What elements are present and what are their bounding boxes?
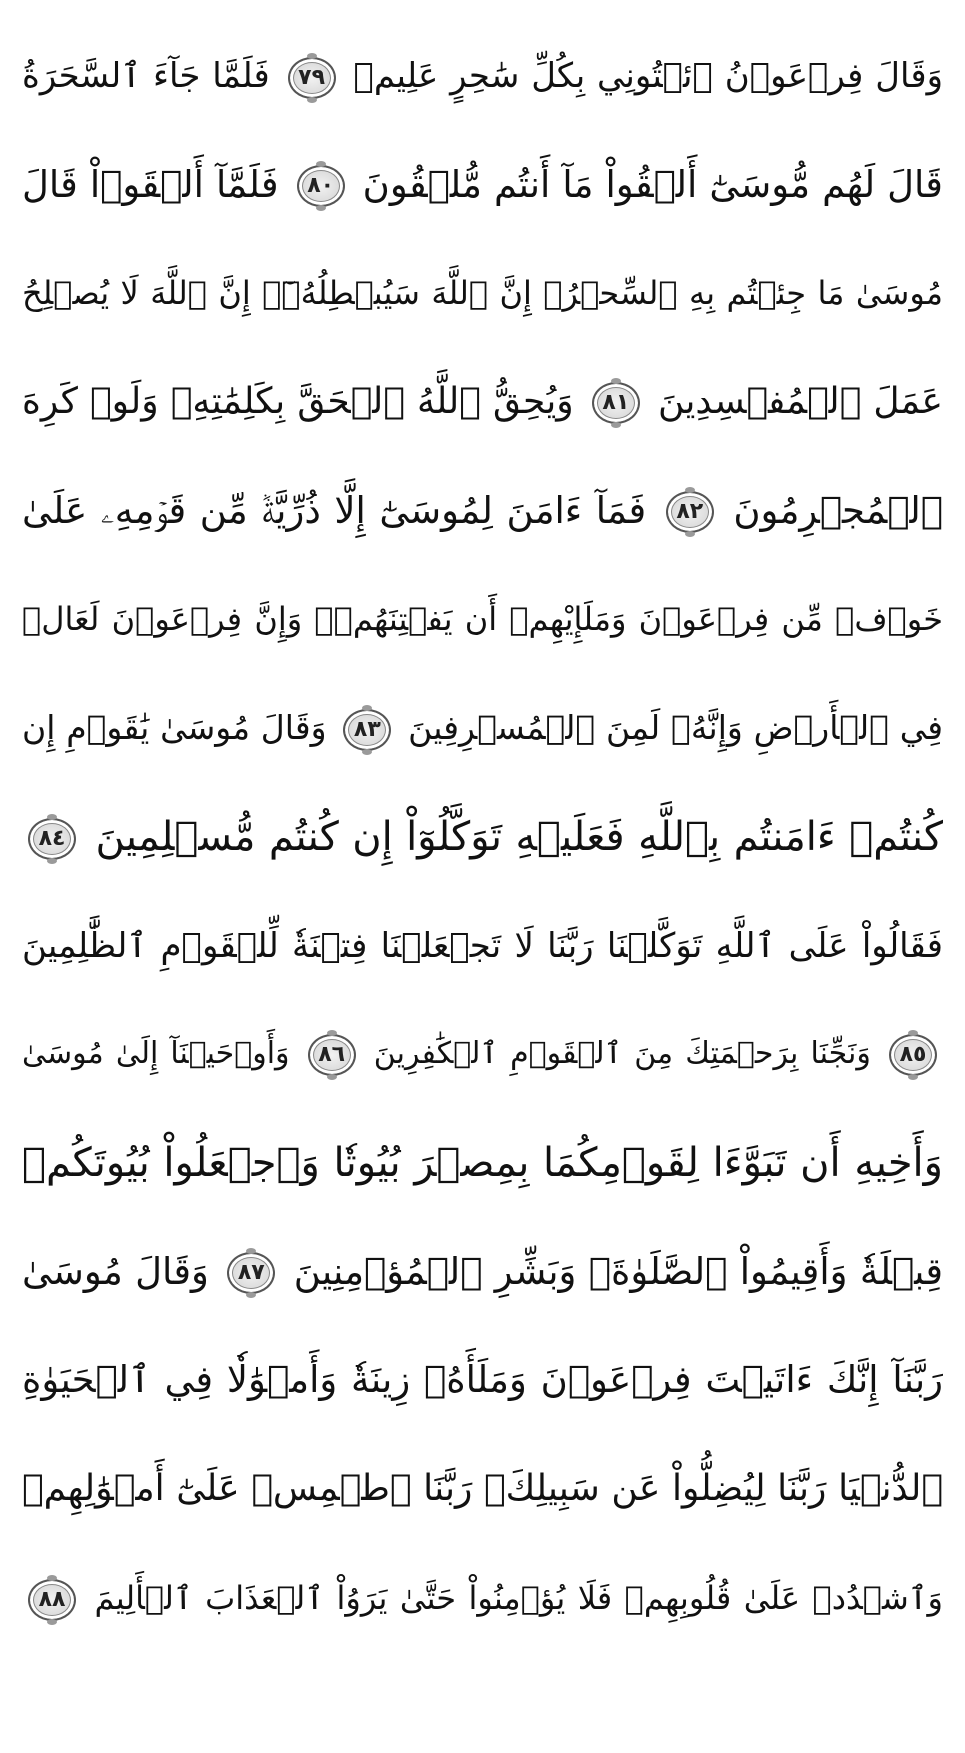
verse-line — [22, 1000, 943, 1109]
verse-text: قِبۡلَةٗ وَأَقِيمُواْ ٱلصَّلَوٰةَۗ وَبَشِّرِ ٱلۡمُؤۡمِنِينَ — [293, 1249, 943, 1293]
verse-line — [22, 674, 943, 783]
ayah-number-marker: ٨٨ — [28, 1579, 76, 1621]
verse-line — [22, 1326, 943, 1435]
verse-line — [22, 565, 943, 674]
verse-text: خَوۡفٖ مِّن فِرۡعَوۡنَ وَمَلَإِيْهِمۡ أَن يَفۡتِنَهُمۡۚ وَإِنَّ فِرۡعَوۡنَ لَعَالٖ — [22, 600, 943, 639]
ayah-number-marker: ٨٧ — [227, 1252, 275, 1294]
verse-text: فَقَالُواْ عَلَى ٱللَّهِ تَوَكَّلۡنَا رَبَّنَا لَا تَجۡعَلۡنَا فِتۡنَةٗ لِّلۡقَوۡمِ ٱلظَّٰلِمِينَ — [22, 925, 943, 966]
verse-line — [22, 22, 943, 131]
verse-text: وَنَجِّنَا بِرَحۡمَتِكَ مِنَ ٱلۡقَوۡمِ ٱلۡكَٰفِرِينَ — [373, 1036, 871, 1072]
verse-line — [22, 892, 943, 1001]
verse-text: ٱلدُّنۡيَا رَبَّنَا لِيُضِلُّواْ عَن سَبِيلِكَۖ رَبَّنَا ٱطۡمِسۡ عَلَىٰٓ أَمۡوَٰلِهِمۡ — [22, 1467, 943, 1509]
verse-text: وَٱشۡدُدۡ عَلَىٰ قُلُوبِهِمۡ فَلَا يُؤۡمِنُواْ حَتَّىٰ يَرَوُاْ ٱلۡعَذَابَ ٱلۡأَلِيمَ — [94, 1578, 943, 1617]
verse-text: وَيُحِقُّ ٱللَّهُ ٱلۡحَقَّ بِكَلِمَٰتِهِۦ وَلَوۡ كَرِهَ — [22, 381, 574, 423]
verse-line — [22, 1109, 943, 1218]
verse-text: رَبَّنَآ إِنَّكَ ءَاتَيۡتَ فِرۡعَوۡنَ وَمَلَأَهُۥ زِينَةٗ وَأَمۡوَٰلٗا فِي ٱلۡحَيَوٰةِ — [22, 1358, 943, 1402]
verse-line — [22, 783, 943, 892]
verse-text: مُوسَىٰ مَا جِئۡتُم بِهِ ٱلسِّحۡرُۖ إِنَّ ٱللَّهَ سَيُبۡطِلُهُۥٓۖ إِنَّ ٱللَّهَ لَا يُصۡلِحُ — [22, 274, 943, 313]
ayah-number-marker: ٨٥ — [889, 1034, 937, 1076]
verse-text: وَقَالَ مُوسَىٰ — [22, 1249, 209, 1293]
verse-text: ٱلۡمُجۡرِمُونَ — [733, 488, 943, 532]
verse-line — [22, 1435, 943, 1544]
verse-text: فَلَمَّآ أَلۡقَوۡاْ قَالَ — [22, 162, 279, 206]
ayah-number-marker: ٨٢ — [666, 491, 714, 533]
verse-text: وَأَخِيهِ أَن تَبَوَّءَا لِقَوۡمِكُمَا بِمِصۡرَ بُيُوتٗا وَٱجۡعَلُواْ بُيُوتَكُمۡ — [22, 1139, 943, 1186]
ayah-number-marker: ٨٦ — [308, 1034, 356, 1076]
verse-text: فَلَمَّا جَآءَ ٱلسَّحَرَةُ — [22, 56, 270, 96]
ayah-number-marker: ٨٠ — [297, 165, 345, 207]
verse-text: كُنتُمۡ ءَامَنتُم بِٱللَّهِ فَعَلَيۡهِ تَوَكَّلُوٓاْ إِن كُنتُم مُّسۡلِمِينَ — [95, 813, 943, 860]
verse-text: وَأَوۡحَيۡنَآ إِلَىٰ مُوسَىٰ — [22, 1036, 290, 1072]
verse-text: فَمَآ ءَامَنَ لِمُوسَىٰٓ إِلَّا ذُرِّيَّةٞ مِّن قَوۡمِهِۦ عَلَىٰ — [22, 488, 647, 532]
verse-text: وَقَالَ مُوسَىٰ يَٰقَوۡمِ إِن — [22, 708, 327, 748]
verse-text: عَمَلَ ٱلۡمُفۡسِدِينَ — [658, 381, 943, 423]
verse-text: قَالَ لَهُم مُّوسَىٰٓ أَلۡقُواْ مَآ أَنتُم مُّلۡقُونَ — [362, 162, 943, 206]
verse-line — [22, 239, 943, 348]
verse-line — [22, 131, 943, 240]
ayah-number-marker: ٨٤ — [28, 818, 76, 860]
verse-line — [22, 1544, 943, 1653]
verse-line — [22, 1218, 943, 1327]
verse-line — [22, 457, 943, 566]
verse-line — [22, 348, 943, 457]
verse-lines — [22, 22, 943, 1652]
verse-text: فِي ٱلۡأَرۡضِ وَإِنَّهُۥ لَمِنَ ٱلۡمُسۡرِفِينَ — [408, 708, 943, 748]
ayah-number-marker: ٧٩ — [288, 57, 336, 99]
ayah-number-marker: ٨١ — [592, 382, 640, 424]
ayah-number-marker: ٨٣ — [343, 709, 391, 751]
verse-text: وَقَالَ فِرۡعَوۡنُ ٱئۡتُونِي بِكُلِّ سَٰحِرٍ عَلِيمٖ — [353, 56, 943, 96]
